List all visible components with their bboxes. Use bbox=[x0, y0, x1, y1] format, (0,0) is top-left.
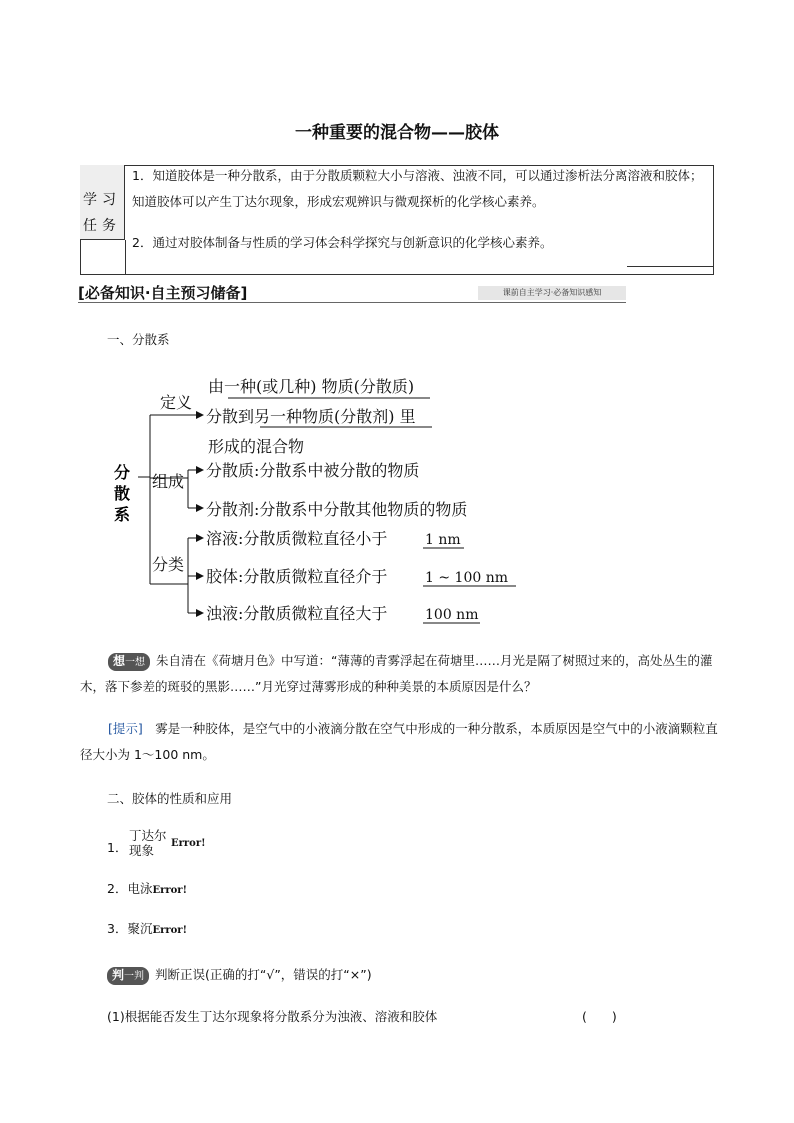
root-char-2: 散 bbox=[114, 484, 131, 503]
judge-paragraph bbox=[107, 962, 372, 988]
property-1-error: Error! bbox=[171, 838, 206, 849]
task-item-2: 2．通过对胶体制备与性质的学习体会科学探究与创新意识的化学核心素养。 bbox=[132, 235, 553, 250]
property-coagulation bbox=[107, 916, 187, 944]
section-divider bbox=[78, 302, 626, 303]
judge-badge bbox=[107, 967, 149, 985]
class-item-2: 胶体:分散质微粒直径介于 bbox=[206, 567, 388, 586]
property-3-label: 聚沉 bbox=[127, 921, 153, 936]
property-2-num: 2． bbox=[107, 881, 128, 896]
property-1-top: 丁达尔 bbox=[129, 828, 167, 843]
part2-heading: 二、胶体的性质和应用 bbox=[107, 791, 233, 806]
section-tag: 课前自主学习·必备知识感知 bbox=[478, 286, 626, 300]
property-2-label: 电泳 bbox=[127, 881, 153, 896]
judge-text: 判断正误(正确的打“√”，错误的打“×”) bbox=[155, 967, 372, 982]
hint-paragraph bbox=[80, 716, 720, 768]
dispersion-system-diagram bbox=[110, 370, 550, 635]
section-header: [必备知识·自主预习储备] bbox=[78, 284, 248, 302]
task-bottom-rule bbox=[627, 266, 714, 267]
def-line-3: 形成的混合物 bbox=[208, 437, 305, 456]
hint-text: 雾是一种胶体，是空气中的小液滴分散在空气中形成的一种分散系，本质原因是空气中的小液滴颗粒直径大小为 1～100 nm。 bbox=[80, 721, 718, 762]
think-paragraph bbox=[80, 648, 720, 700]
question-1-answer-paren: ( ) bbox=[582, 1009, 617, 1024]
property-3-num: 3． bbox=[107, 921, 128, 936]
root-char-3: 系 bbox=[114, 505, 131, 524]
diagram-root-label bbox=[114, 463, 130, 524]
property-1-bottom: 现象 bbox=[129, 843, 155, 858]
learning-task-label: 学习任务 bbox=[80, 165, 125, 240]
class-item-1: 溶液:分散质微粒直径小于 bbox=[206, 529, 388, 548]
def-line-2: 分散到另一种物质(分散剂) 里 bbox=[206, 407, 416, 426]
comp-item-2: 分散剂:分散系中分散其他物质的物质 bbox=[206, 500, 468, 519]
property-3-error: Error! bbox=[152, 925, 187, 936]
property-2-error: Error! bbox=[152, 885, 187, 896]
comp-item-1: 分散质:分散系中被分散的物质 bbox=[206, 461, 420, 480]
think-text: 朱自清在《荷塘月色》中写道：“薄薄的青雾浮起在荷塘里……月光是隔了树照过来的，高处丛生的灌木，落下参差的斑驳的黑影……”月光穿过薄雾形成的种种美景的本质原因是什么？ bbox=[80, 653, 713, 694]
question-1: (1)根据能否发生丁达尔现象将分散系分为浊液、溶液和胶体 bbox=[107, 1009, 438, 1024]
class-item-3: 浊液:分散质微粒直径大于 bbox=[206, 604, 388, 623]
root-char-1: 分 bbox=[114, 463, 131, 482]
page-title: 一种重要的混合物——胶体 bbox=[295, 123, 499, 143]
task-item-1: 1．知道胶体是一种分散系，由于分散质颗粒大小与溶液、浊液不同，可以通过渗析法分离溶液和胶体；知道胶体可以产生丁达尔现象，形成宏观辨识与微观探析的化学核心素养。 bbox=[132, 168, 703, 209]
property-1-num: 1． bbox=[107, 840, 128, 855]
class-label: 分类 bbox=[152, 555, 185, 574]
think-badge-rest: 一想 bbox=[125, 657, 146, 668]
task-divider bbox=[125, 240, 126, 275]
class-item-1-value: 1 nm bbox=[425, 532, 461, 548]
class-item-3-value: 100 nm bbox=[425, 607, 479, 623]
property-electrophoresis bbox=[107, 876, 187, 904]
def-line-1: 由一种(或几种) 物质(分散质) bbox=[208, 377, 415, 396]
def-label: 定义 bbox=[160, 393, 193, 412]
judge-badge-rest: 一判 bbox=[124, 971, 145, 982]
think-badge-char: 想 bbox=[113, 654, 126, 668]
think-badge bbox=[108, 653, 150, 671]
part1-heading: 一、分散系 bbox=[107, 332, 170, 347]
comp-label: 组成 bbox=[152, 472, 185, 491]
hint-tag: [提示] bbox=[108, 721, 143, 736]
judge-badge-char: 判 bbox=[112, 968, 125, 982]
class-item-2-value: 1 ~ 100 nm bbox=[425, 570, 509, 586]
